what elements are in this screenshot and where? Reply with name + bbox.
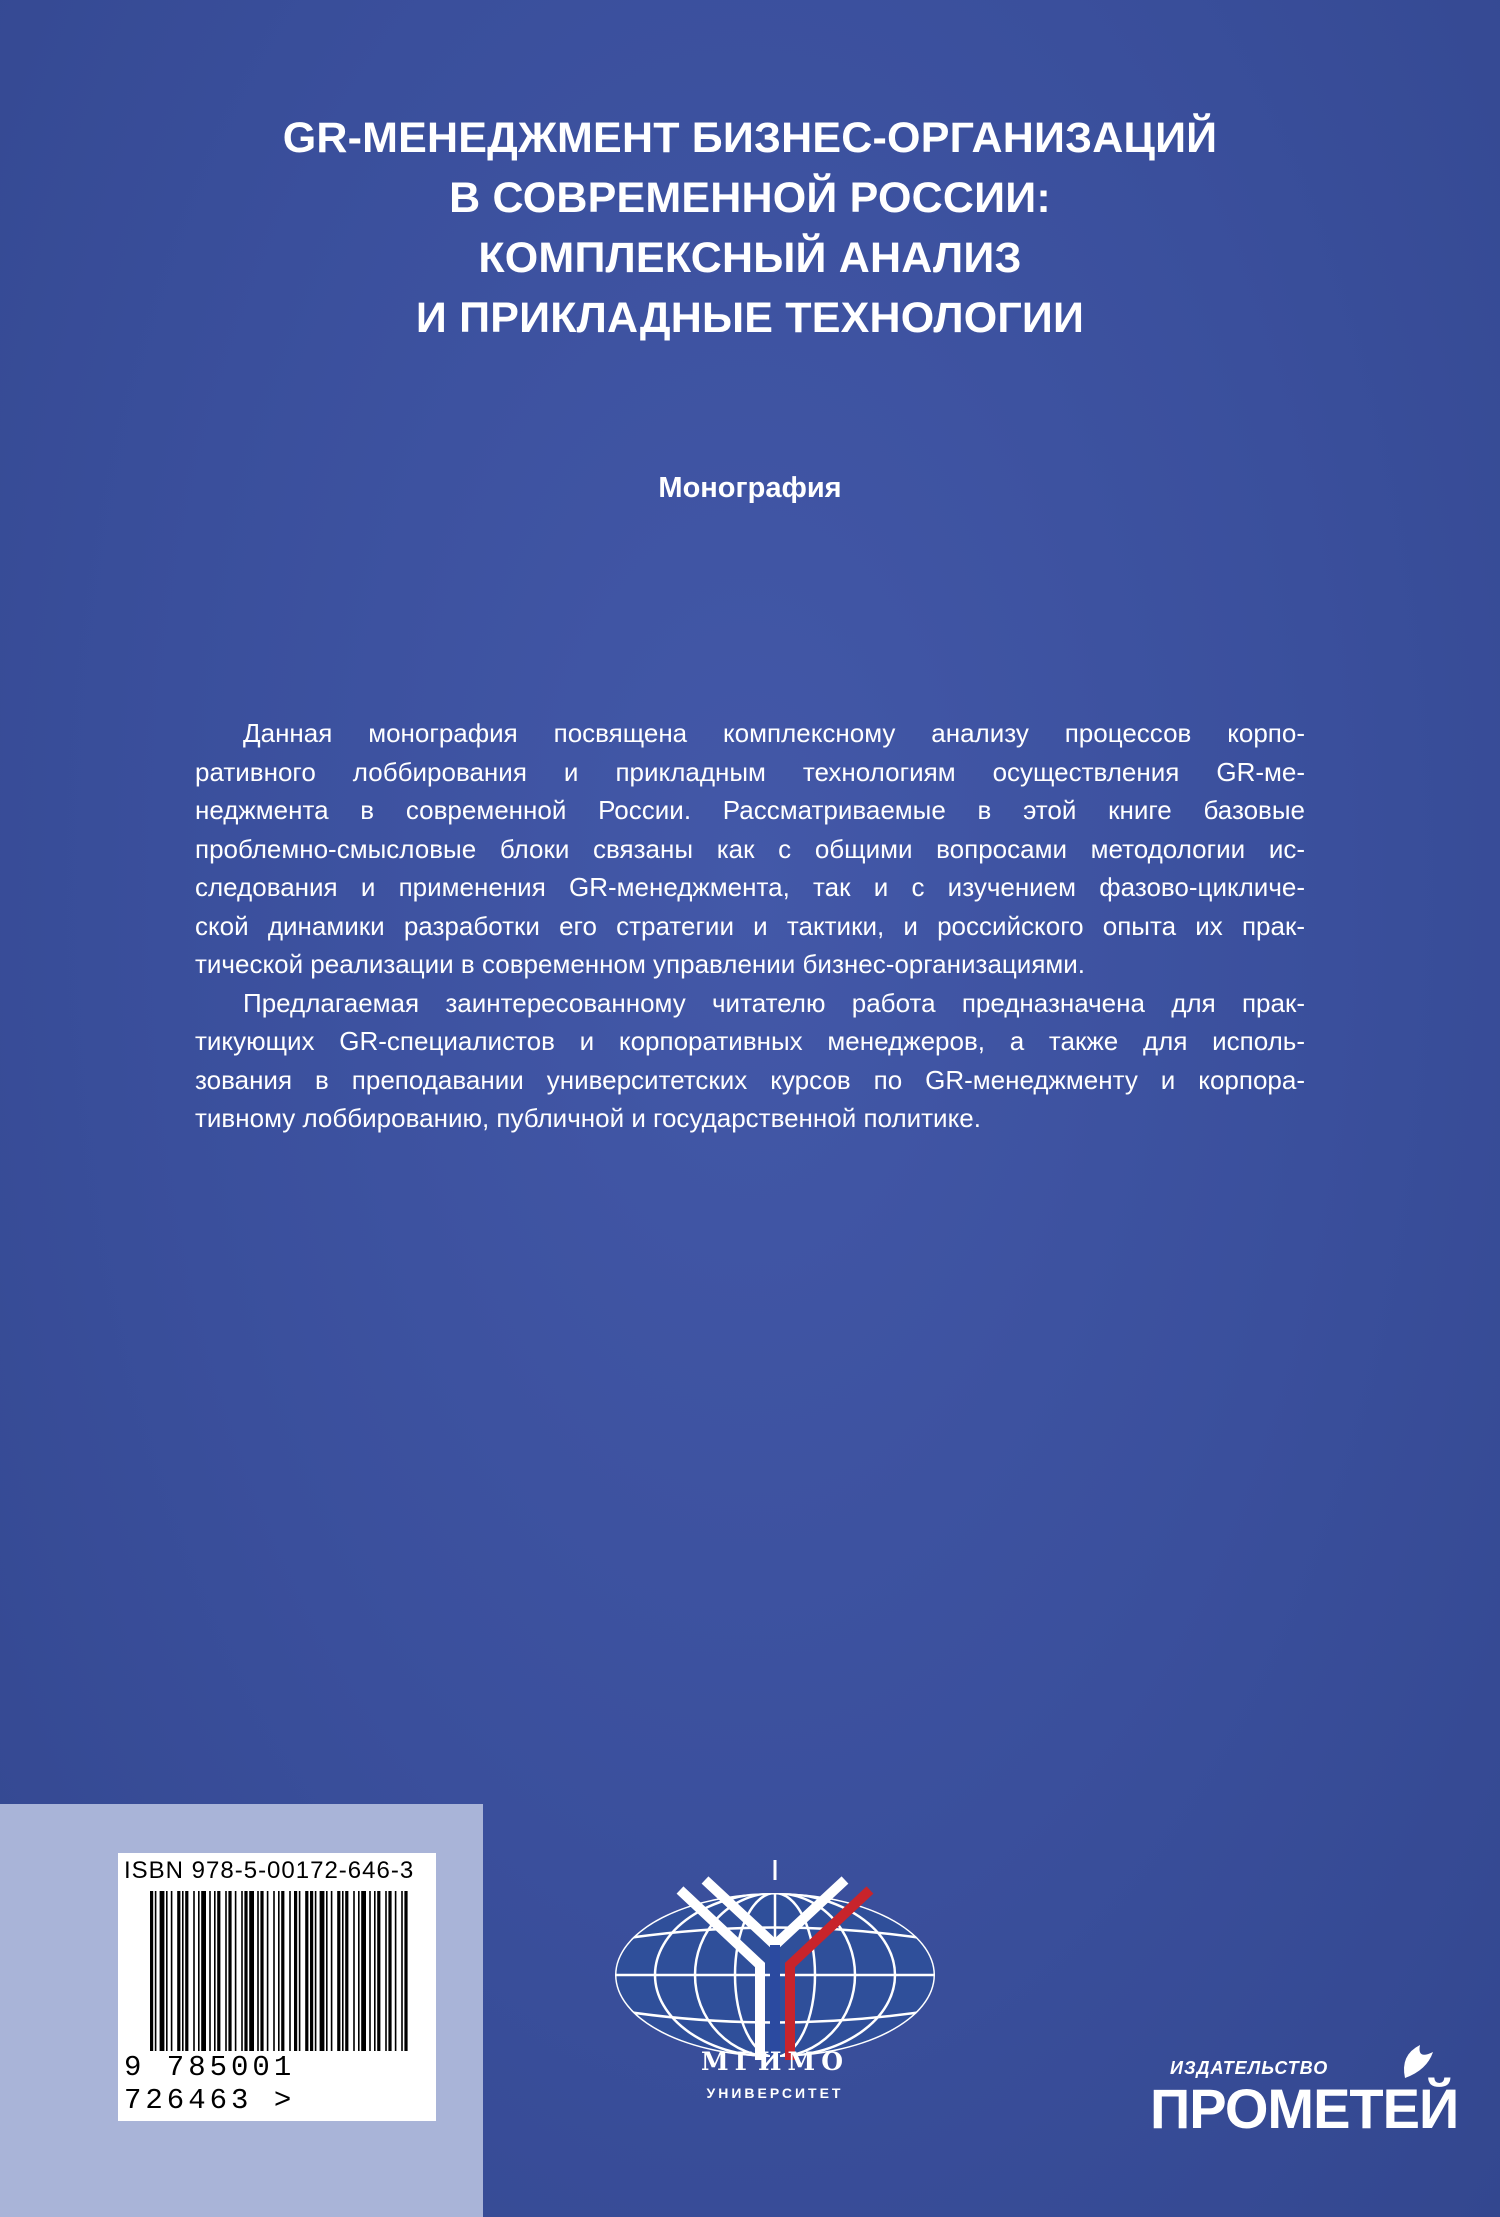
abstract-line: Данная монография посвящена комплексному анализу процессов корпо- bbox=[243, 718, 1305, 748]
barcode-icon bbox=[150, 1891, 410, 2051]
title-line: И ПРИКЛАДНЫЕ ТЕХНОЛОГИИ bbox=[415, 294, 1085, 342]
ean-digits: 9 785001 726463 > bbox=[124, 2051, 296, 2117]
abstract-line: проблемно-смысловые блоки связаны как с общими вопросами методологии ис- bbox=[195, 833, 1305, 864]
abstract-line: следования и применения GR-менеджмента, так и с изучением фазово-цикличе- bbox=[195, 872, 1305, 902]
title-line: GR-МЕНЕДЖМЕНТ БИЗНЕС-ОРГАНИЗАЦИЙ bbox=[282, 114, 1218, 162]
barcode-box bbox=[118, 1853, 436, 2121]
title-line: В СОВРЕМЕННОЙ РОССИИ: bbox=[449, 174, 1051, 222]
abstract-line: ративного лоббирования и прикладным технологиям осуществления GR-ме- bbox=[195, 756, 1305, 787]
publisher-label: ИЗДАТЕЛЬСТВО bbox=[1170, 2058, 1329, 2078]
abstract-line: неджмента в современной России. Рассматриваемые в этой книге базовые bbox=[195, 795, 1305, 825]
flame-icon bbox=[1395, 2030, 1440, 2080]
abstract-line: ской динамики разработки его стратегии и тактики, и российского опыта их прак- bbox=[195, 910, 1305, 941]
abstract bbox=[195, 714, 1305, 1138]
abstract-line: тикующих GR-специалистов и корпоративных менеджеров, а также для исполь- bbox=[195, 1026, 1305, 1056]
abstract-line: тической реализации в современном управлении бизнес-организациями. bbox=[195, 949, 1086, 979]
abstract-line: тивному лоббированию, публичной и государственной политике. bbox=[195, 1103, 981, 1133]
title-line: КОМПЛЕКСНЫЙ АНАЛИЗ bbox=[478, 234, 1022, 282]
abstract-line: Предлагаемая заинтересованному читателю работа предназначена для прак- bbox=[243, 987, 1305, 1018]
mgimo-subtitle: УНИВЕРСИТЕТ bbox=[706, 2085, 844, 2101]
genre-label: Монография bbox=[658, 472, 842, 504]
mgimo-name: МГИМО bbox=[700, 2047, 849, 2076]
book-title bbox=[200, 108, 1300, 348]
isbn-number: ISBN 978-5-00172-646-3 bbox=[124, 1857, 415, 1884]
publisher-name: ПРОМЕТЕЙ bbox=[1150, 2077, 1459, 2140]
abstract-line: зования в преподавании университетских курсов по GR-менеджменту и корпора- bbox=[195, 1064, 1305, 1095]
